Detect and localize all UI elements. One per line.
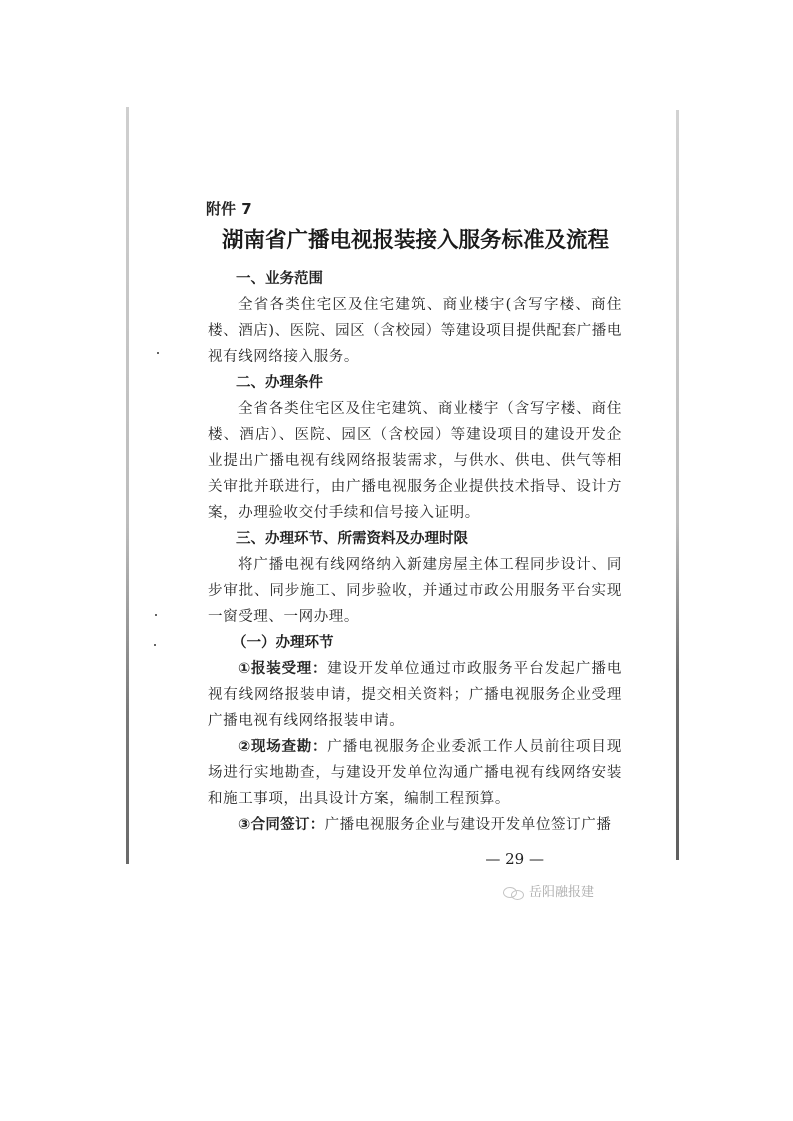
page-footer <box>206 848 624 902</box>
scan-page-edge-right <box>676 110 679 860</box>
scan-speck <box>154 644 156 646</box>
page-number: — 29 — <box>485 850 544 868</box>
paragraph <box>208 396 622 526</box>
paragraph-lead: ②现场查勘： <box>238 739 328 755</box>
paragraph-step-3 <box>208 812 622 838</box>
section-heading: 一、业务范围 <box>236 271 323 287</box>
paragraph-text: 广播电视服务企业与建设开发单位签订广播 <box>324 817 612 833</box>
section-heading: （一）办理环节 <box>232 635 334 651</box>
section-business-scope <box>208 266 622 370</box>
scan-speck <box>155 614 157 616</box>
paragraph-text: 建设开发单位通过市政服务平台发起广播电视有线网络报装申请，提交相关资料；广播电视服务企业受理广播电视有线网络报装申请。 <box>208 661 623 729</box>
document-page <box>206 198 624 902</box>
document-body <box>208 266 622 838</box>
document-title: 湖南省广播电视报装接入服务标准及流程 <box>222 228 610 253</box>
section-procedure <box>208 526 622 630</box>
paragraph-lead: ①报装受理： <box>238 661 328 677</box>
wechat-icon <box>503 886 525 900</box>
paragraph <box>208 292 622 370</box>
paragraph-lead: ③合同签订： <box>238 817 325 833</box>
watermark-text: 岳阳融报建 <box>528 885 594 900</box>
paragraph-text: 全省各类住宅区及住宅建筑、商业楼宇（含写字楼、商住楼、酒店）、医院、园区（含校园）等建设项目的建设开发企业提出广播电视有线网络报装需求，与供水、供电、供气等相关审批并联进行，由广播电视服务企业提供技术指导、设计方案，办理验收交付手续和信号接入证明。 <box>208 401 622 521</box>
paragraph-text: 广播电视服务企业委派工作人员前往项目现场进行实地勘查，与建设开发单位沟通广播电视有线网络安装和施工事项，出具设计方案，编制工程预算。 <box>208 739 623 807</box>
scan-page-edge-left <box>126 107 129 864</box>
scan-speck <box>157 352 159 354</box>
paragraph-text: 将广播电视有线网络纳入新建房屋主体工程同步设计、同步审批、同步施工、同步验收，并通过市政公用服务平台实现一窗受理、一网办理。 <box>208 557 622 625</box>
attachment-label: 附件 7 <box>206 200 252 218</box>
paragraph <box>208 552 622 630</box>
section-steps <box>208 630 622 838</box>
paragraph-text: 全省各类住宅区及住宅建筑、商业楼宇(含写字楼、商住楼、酒店)、医院、园区（含校园）等建设项目提供配套广播电视有线网络接入服务。 <box>208 297 622 365</box>
section-conditions <box>208 370 622 526</box>
paragraph-step-1 <box>208 656 622 734</box>
section-heading: 二、办理条件 <box>236 375 323 391</box>
watermark <box>503 884 594 902</box>
section-heading: 三、办理环节、所需资料及办理时限 <box>236 531 468 547</box>
paragraph-step-2 <box>208 734 622 812</box>
